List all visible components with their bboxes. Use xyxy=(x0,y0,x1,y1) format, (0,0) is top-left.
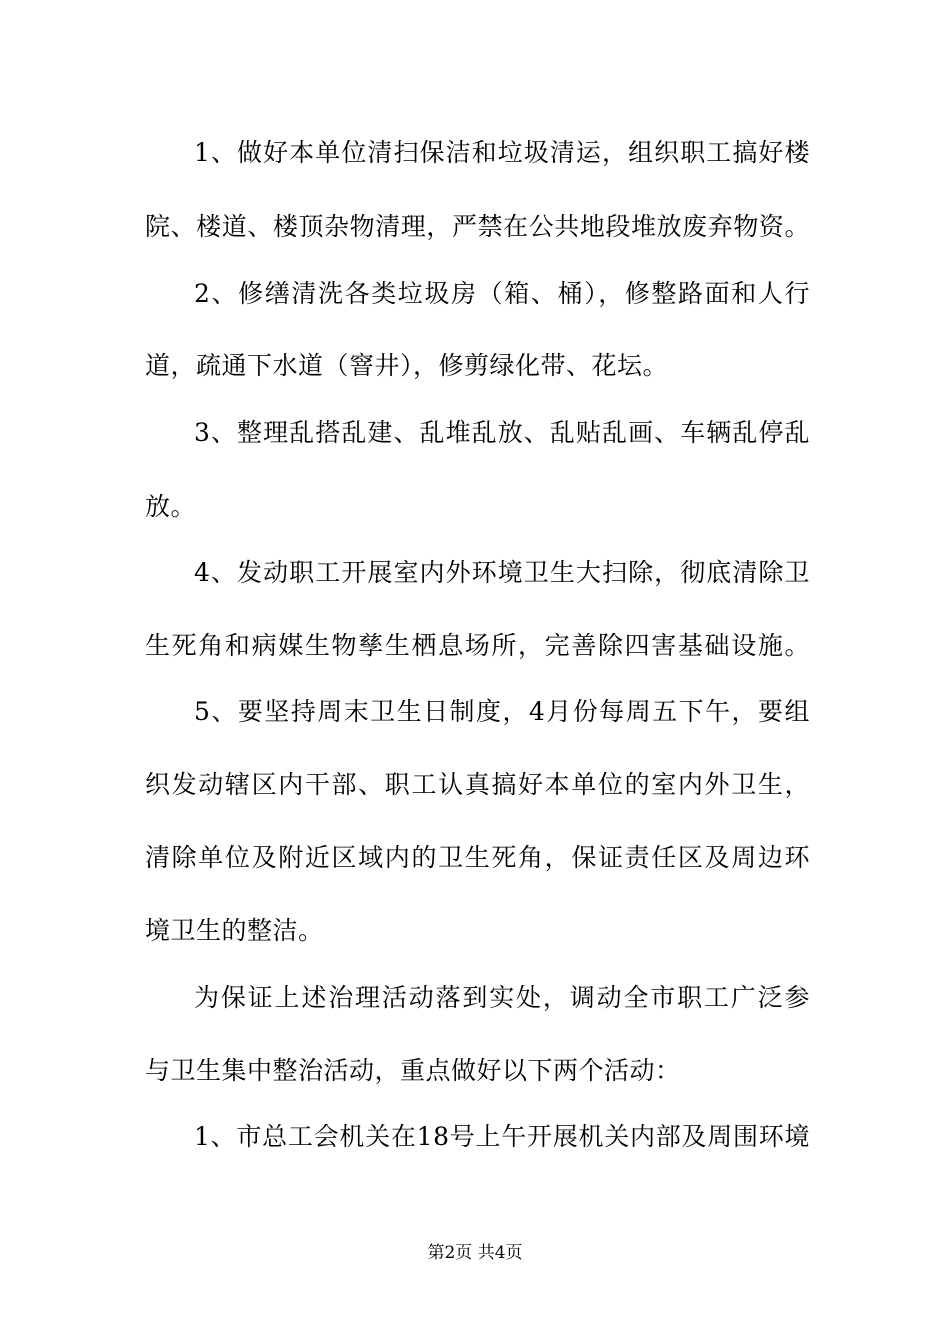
paragraph-line: 织发动辖区内干部、职工认真搞好本单位的室内外卫生， xyxy=(145,770,810,799)
paragraph-line: 与卫生集中整治活动，重点做好以下两个活动： xyxy=(145,1056,681,1085)
paragraph-line: 1、市总工会机关在18号上午开展机关内部及周围环境 xyxy=(194,1122,810,1151)
paragraph-line: 道，疏通下水道（窨井），修剪绿化带、花坛。 xyxy=(145,351,669,380)
paragraph-line: 3、整理乱搭乱建、乱堆乱放、乱贴乱画、车辆乱停乱 xyxy=(194,418,810,447)
paragraph-line: 1、做好本单位清扫保洁和垃圾清运，组织职工搞好楼 xyxy=(194,138,810,167)
paragraph-line: 生死角和病媒生物孳生栖息场所，完善除四害基础设施。 xyxy=(145,631,810,660)
paragraph-line: 放。 xyxy=(145,492,197,521)
page-number-footer: 第2页 共4页 xyxy=(427,1243,523,1263)
paragraph-line: 4、发动职工开展室内外环境卫生大扫除，彻底清除卫 xyxy=(194,558,810,587)
paragraph-line: 为保证上述治理活动落到实处，调动全市职工广泛参 xyxy=(194,983,810,1012)
paragraph-line: 境卫生的整洁。 xyxy=(145,916,324,945)
paragraph-line: 2、修缮清洗各类垃圾房（箱、桶），修整路面和人行 xyxy=(194,279,810,308)
paragraph-line: 5、要坚持周末卫生日制度，4月份每周五下午，要组 xyxy=(194,697,810,726)
paragraph-line: 院、楼道、楼顶杂物清理，严禁在公共地段堆放废弃物资。 xyxy=(145,212,810,241)
paragraph-line: 清除单位及附近区域内的卫生死角，保证责任区及周边环 xyxy=(145,843,810,872)
